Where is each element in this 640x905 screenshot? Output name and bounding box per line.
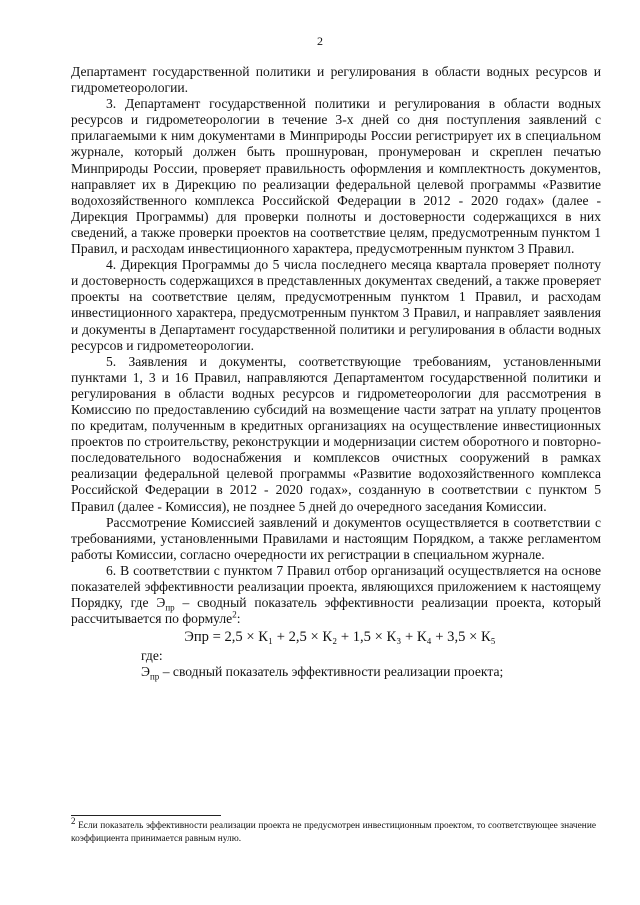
paragraph-6-text-after: – сводный показатель эффективности реализации проекта, который рассчитывается по формуле <box>71 595 601 627</box>
footnote-divider <box>71 815 221 816</box>
paragraph-4: 4. Дирекция Программы до 5 числа последнего месяца квартала проверяет полноту и достоверность содержащихся в представленных документах сведений, а также проверяет проекты на соответствие целям, предусмотренным пунктом 1 Правил, и расходам инвестиционного характера, предусмотренным пунктом 3 Правил, и направляет заявления и документы в Департамент государственной политики и регулирования в области водных ресурсов и гидрометеорологии. <box>71 257 601 353</box>
definition-line <box>71 664 601 683</box>
paragraph-6-text-end: : <box>236 611 241 627</box>
page-number: 2 <box>317 34 323 48</box>
footnote-mark: 2 <box>71 815 76 826</box>
definition-subscript: пр <box>149 672 160 683</box>
paragraph-6 <box>71 563 601 627</box>
footnote-reference: 2 <box>232 609 237 620</box>
formula: Эпр = 2,5 × К₁ + 2,5 × К₂ + 1,5 × К₃ + К₄ + 3,5 × К₅ <box>184 629 496 646</box>
footnote-text: Если показатель эффективности реализации проекта не предусмотрен инвестиционным проектом, то соответствующее значение коэффициента принимается равным нулю. <box>71 821 596 844</box>
footnote <box>71 815 596 845</box>
where-label: где: <box>141 648 163 664</box>
paragraph-intro: Департамент государственной политики и регулирования в области водных ресурсов и гидрометеорологии. <box>71 64 601 96</box>
paragraph-3: 3. Департамент государственной политики и регулирования в области водных ресурсов и гидрометеорологии в течение 3-х дней со дня поступления заявлений с прилагаемыми к ним документами в Минприроды России регистрирует их в специальном журнале, который должен быть прошнурован, пронумерован и скреплен печатью Минприроды России, проверяет правильность оформления и комплектность документов, направляет их в Дирекцию по реализации федеральной целевой программы «Развитие водохозяйственного комплекса Российской Федерации в 2012 - 2020 годах» (далее - Дирекция Программы) для проверки полноты и достоверности содержащихся в них сведений, а также проверки проектов на соответствие целям, предусмотренным пунктом 1 Правил, и расходам инвестиционного характера, предусмотренным пунктом 3 Правил. <box>71 96 601 257</box>
paragraph-6-text-before: 6. В соответствии с пунктом 7 Правил отбор организаций осуществляется на основе показателей эффективности реализации проекта, являющихся приложением к настоящему Порядку, где Э <box>71 562 601 611</box>
paragraph-6-subscript: пр <box>165 602 175 613</box>
body-text <box>71 64 601 683</box>
paragraph-5: 5. Заявления и документы, соответствующие требованиям, установленными пунктами 1, 3 и 16 Правил, направляются Департаментом государственной политики и регулирования в области водных ресурсов и гидрометеорологии для рассмотрения в Комиссию по предоставлению субсидий на возмещение части затрат на уплату процентов по кредитам, полученным в кредитных организациях на осуществление инвестиционных проектов по строительству, реконструкции и модернизации систем оборотного и повторно-последовательного водоснабжения и комплексов очистных сооружений в рамках реализации федеральной целевой программы «Развитие водохозяйственного комплекса Российской Федерации в 2012 - 2020 годах», созданную в соответствии с пунктом 5 Правил (далее - Комиссия), не позднее 5 дней до очередного заседания Комиссии. <box>71 353 601 514</box>
paragraph-commission: Рассмотрение Комиссией заявлений и документов осуществляется в соответствии с требованиями, установленными Правилами и настоящим Порядком, а также регламентом работы Комиссии, согласно очередности их регистрации в специальном журнале. <box>71 514 601 562</box>
definition-text: – сводный показатель эффективности реализации проекта; <box>159 664 504 680</box>
definition-symbol: Э <box>141 664 150 680</box>
